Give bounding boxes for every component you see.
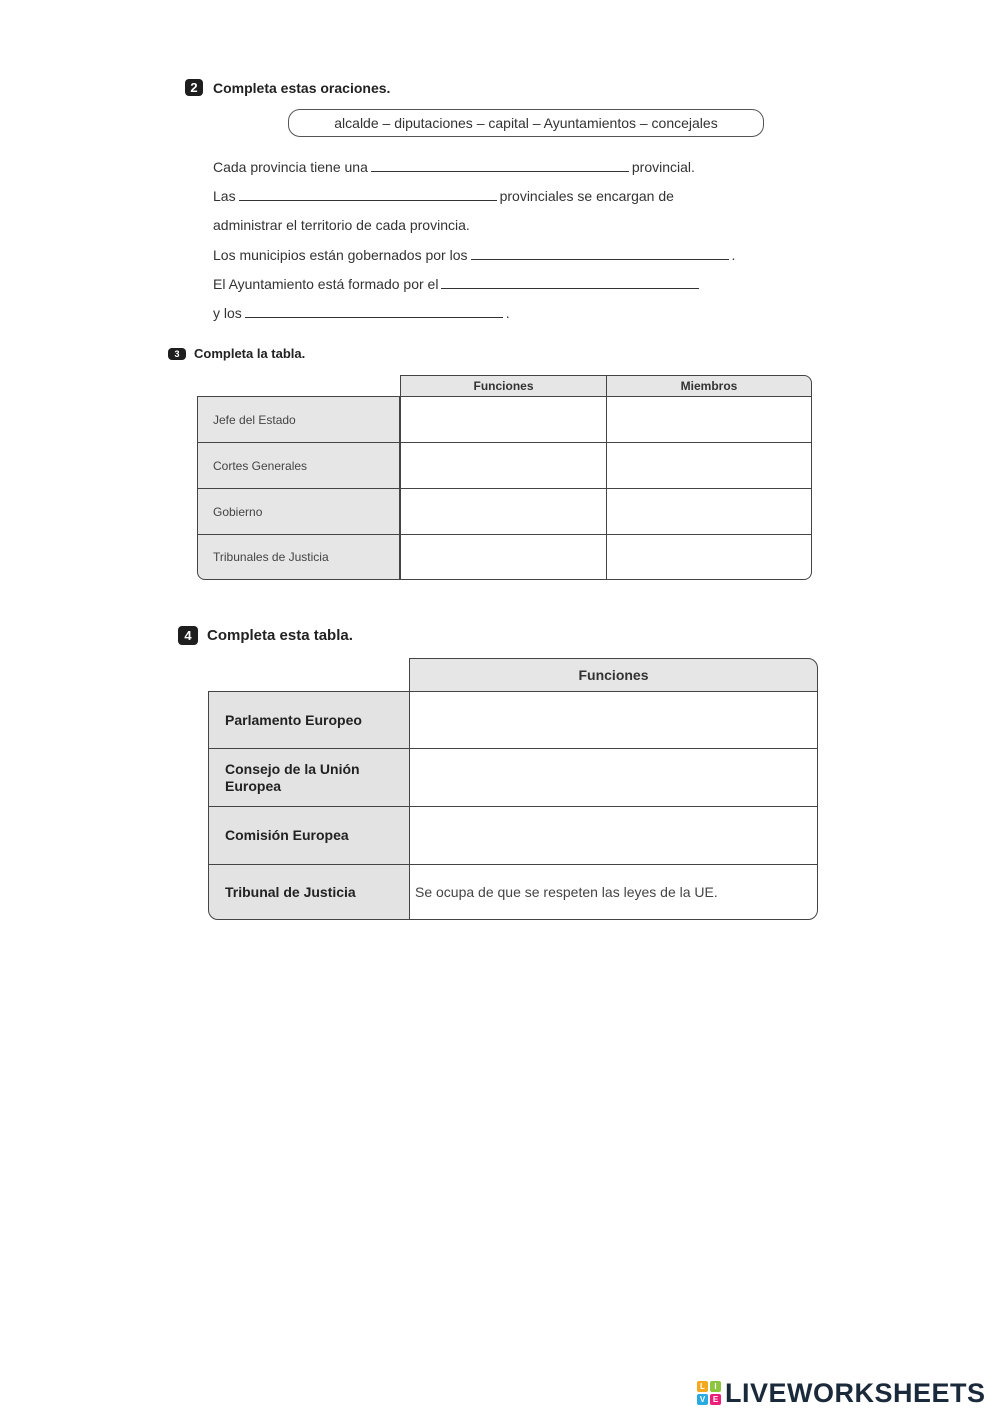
answer-blank[interactable] bbox=[441, 276, 699, 289]
exercise-title: Completa la tabla. bbox=[194, 346, 306, 361]
table-row-label: Comisión Europea bbox=[208, 806, 410, 865]
table-header-funciones: Funciones bbox=[400, 375, 607, 397]
logo-tile: E bbox=[710, 1394, 721, 1405]
table-row-label: Cortes Generales bbox=[197, 442, 400, 489]
exercise-title: Completa estas oraciones. bbox=[213, 79, 391, 96]
table-row-label: Jefe del Estado bbox=[197, 396, 400, 443]
liveworksheets-logo bbox=[697, 1377, 986, 1409]
answer-cell: Se ocupa de que se respeten las leyes de la UE. bbox=[409, 864, 818, 920]
exercise-title: Completa esta tabla. bbox=[207, 627, 353, 644]
word-bank: alcalde – diputaciones – capital – Ayuntamientos – concejales bbox=[288, 109, 764, 137]
sentence-line: y los . bbox=[213, 305, 510, 321]
answer-cell[interactable] bbox=[606, 396, 812, 443]
answer-cell[interactable] bbox=[400, 534, 607, 580]
table-row-label: Tribunales de Justicia bbox=[197, 534, 400, 580]
logo-tile: V bbox=[697, 1394, 708, 1405]
exercise-4-header bbox=[178, 626, 353, 645]
answer-blank[interactable] bbox=[245, 305, 503, 318]
exercise-number-badge: 3 bbox=[168, 348, 186, 360]
sentence-line: Las provinciales se encargan de bbox=[213, 188, 674, 204]
answer-blank[interactable] bbox=[371, 159, 629, 172]
answer-cell[interactable] bbox=[409, 748, 818, 807]
answer-cell[interactable] bbox=[409, 806, 818, 865]
answer-cell[interactable] bbox=[400, 396, 607, 443]
answer-cell[interactable] bbox=[409, 691, 818, 749]
sentence-line: El Ayuntamiento está formado por el bbox=[213, 276, 702, 292]
answer-blank[interactable] bbox=[471, 247, 729, 260]
answer-cell[interactable] bbox=[606, 442, 812, 489]
table-row-label: Consejo de la Unión Europea bbox=[208, 748, 410, 807]
table-header-funciones: Funciones bbox=[409, 658, 818, 692]
answer-cell[interactable] bbox=[606, 488, 812, 535]
logo-tile: L bbox=[697, 1381, 708, 1392]
answer-cell[interactable] bbox=[400, 442, 607, 489]
logo-tile: I bbox=[710, 1381, 721, 1392]
table-row-label: Gobierno bbox=[197, 488, 400, 535]
exercise-2-header bbox=[185, 79, 390, 96]
answer-cell[interactable] bbox=[606, 534, 812, 580]
sentence-line: administrar el territorio de cada provincia. bbox=[213, 217, 470, 233]
table-row-label: Tribunal de Justicia bbox=[208, 864, 410, 920]
exercise-number-badge: 4 bbox=[178, 626, 198, 645]
sentence-line: Los municipios están gobernados por los . bbox=[213, 247, 736, 263]
table-row-label: Parlamento Europeo bbox=[208, 691, 410, 749]
logo-text: LIVEWORKSHEETS bbox=[725, 1377, 986, 1408]
logo-tiles bbox=[697, 1381, 721, 1405]
exercise-3-header bbox=[168, 346, 305, 361]
sentence-line: Cada provincia tiene una provincial. bbox=[213, 159, 695, 175]
answer-blank[interactable] bbox=[239, 188, 497, 201]
exercise-number-badge: 2 bbox=[185, 79, 203, 96]
table-header-miembros: Miembros bbox=[606, 375, 812, 397]
answer-cell[interactable] bbox=[400, 488, 607, 535]
